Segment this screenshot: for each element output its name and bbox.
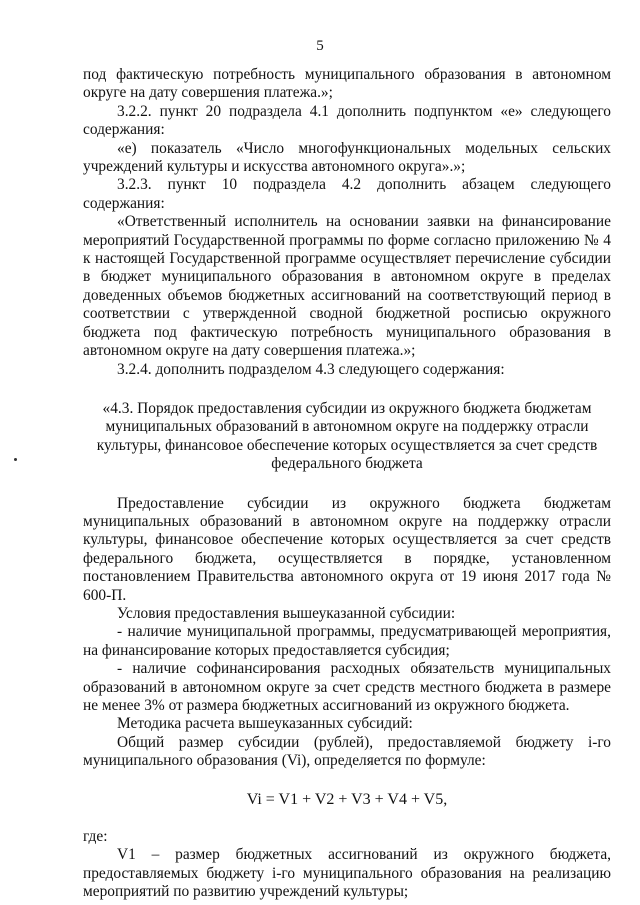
- paragraph: под фактическую потребность муниципального образования в автономном округе на дату совершения платежа.»;: [83, 66, 611, 102]
- page-number: 5: [316, 38, 324, 54]
- formula: Vi = V1 + V2 + V3 + V4 + V5,: [246, 790, 448, 808]
- margin-dot: [14, 458, 17, 461]
- where-label: где:: [83, 828, 108, 846]
- paragraph: 3.2.4. дополнить подразделом 4.3 следующего содержания:: [117, 360, 505, 378]
- section-heading: «4.3. Порядок предоставления субсидии из окружного бюджета бюджетам муниципальных образований в автономном округе на поддержку отрасли культуры, финансовое обеспечение которых осуществляется за счет средств федерального бюджета: [96, 399, 598, 473]
- paragraph: «е) показатель «Число многофункциональных модельных сельских учреждений культуры и искусства автономного округа».»;: [83, 139, 611, 176]
- paragraph: Условия предоставления вышеуказанной субсидии:: [117, 604, 456, 622]
- paragraph: 3.2.3. пункт 10 подраздела 4.2 дополнить абзацем следующего содержания:: [83, 176, 611, 212]
- paragraph: «Ответственный исполнитель на основании заявки на финансирование мероприятий Государственной программы по форме согласно приложению № 4 к настоящей Государственной программе осуществляет перечисление субсидии в бюджет муниципального образования в автономном округе в пределах доведенных объемов бюджетных ассигнований на соответствующий период в соответствии с утвержденной сводной бюджетной росписью окружного бюджета под фактическую потребность муниципального образования в автономном округе на дату совершения платежа.»;: [83, 213, 611, 360]
- paragraph: - наличие муниципальной программы, предусматривающей мероприятия, на финансирование которых предоставляется субсидия;: [83, 623, 611, 659]
- document-body: [83, 66, 611, 902]
- paragraph: Предоставление субсидии из окружного бюджета бюджетам муниципальных образований в автономном округе на поддержку отрасли культуры, финансовое обеспечение которых осуществляется за счет средств федерального бюджета, осуществляется в порядке, установленном постановлением Правительства автономного округа от 19 июня 2017 года № 600-П.: [83, 494, 611, 604]
- paragraph: 3.2.2. пункт 20 подраздела 4.1 дополнить подпунктом «е» следующего содержания:: [83, 102, 611, 139]
- paragraph: - наличие софинансирования расходных обязательств муниципальных образований в автономном округе за счет средств местного бюджета в размере не менее 3% от размера бюджетных ассигнований из окружного бюджета.: [83, 660, 611, 714]
- paragraph: Методика расчета вышеуказанных субсидий:: [117, 715, 413, 733]
- paragraph: Общий размер субсидии (рублей), предоставляемой бюджету i-го муниципального образования (Vi), определяется по формуле:: [83, 733, 611, 770]
- paragraph: V1 – размер бюджетных ассигнований из окружного бюджета, предоставляемых бюджету i-го муниципального образования на реализацию мероприятий по развитию учреждений культуры;: [83, 846, 611, 901]
